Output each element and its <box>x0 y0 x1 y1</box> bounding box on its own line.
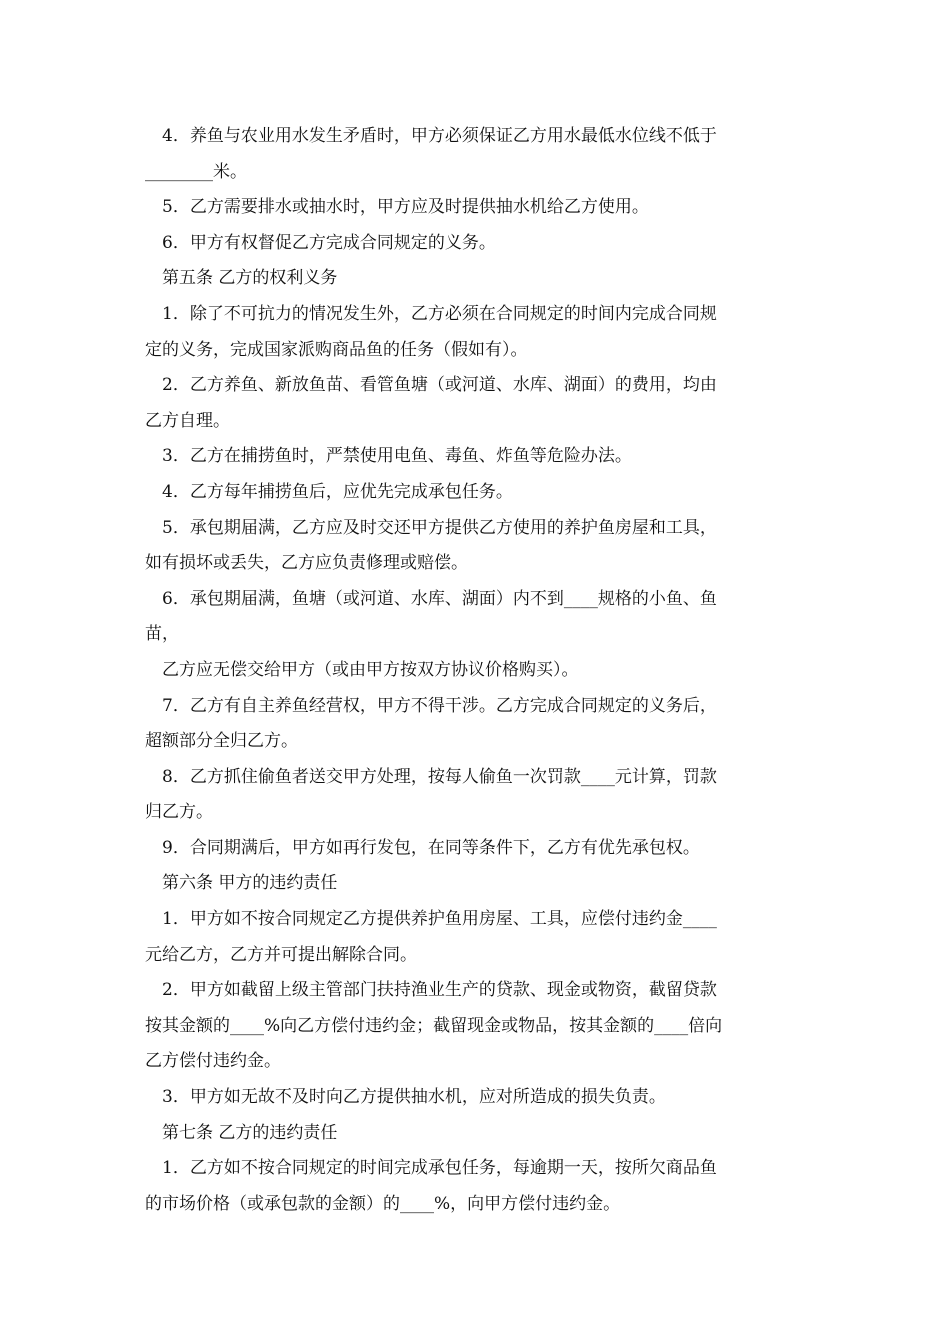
article-heading: 第七条 乙方的违约责任 <box>162 1122 338 1143</box>
text-line: 4．乙方每年捕捞鱼后，应优先完成承包任务。 <box>162 481 513 502</box>
article-heading: 第五条 乙方的权利义务 <box>162 268 338 289</box>
text-line: 苗， <box>145 624 179 645</box>
text-line: 3．甲方如无故不及时向乙方提供抽水机，应对所造成的损失负责。 <box>162 1087 666 1108</box>
text-line: 乙方偿付违约金。 <box>145 1051 281 1072</box>
text-line: 6．甲方有权督促乙方完成合同规定的义务。 <box>162 232 496 253</box>
text-line: 按其金额的____%向乙方偿付违约金；截留现金或物品，按其金额的____倍向 <box>145 1015 723 1036</box>
text-line: 5．承包期届满，乙方应及时交还甲方提供乙方使用的养护鱼房屋和工具， <box>162 517 717 538</box>
text-line: 4．养鱼与农业用水发生矛盾时，甲方必须保证乙方用水最低水位线不低于 <box>162 126 717 146</box>
text-line: 8．乙方抓住偷鱼者送交甲方处理，按每人偷鱼一次罚款____元计算，罚款 <box>162 766 717 787</box>
text-line: 1．甲方如不按合同规定乙方提供养护鱼用房屋、工具，应偿付违约金____ <box>162 909 717 930</box>
text-line: 1．除了不可抗力的情况发生外，乙方必须在合同规定的时间内完成合同规 <box>162 303 717 324</box>
text-line: 6．承包期届满，鱼塘（或河道、水库、湖面）内不到____规格的小鱼、鱼 <box>162 588 717 609</box>
text-line: 9．合同期满后，甲方如再行发包，在同等条件下，乙方有优先承包权。 <box>162 837 700 858</box>
text-line: 的市场价格（或承包款的金额）的____%，向甲方偿付违约金。 <box>145 1193 621 1214</box>
text-line: 超额部分全归乙方。 <box>145 731 298 752</box>
document-page <box>145 119 805 1222</box>
text-line: 归乙方。 <box>145 802 213 823</box>
text-line: 元给乙方，乙方并可提出解除合同。 <box>145 944 417 965</box>
text-line: 5．乙方需要排水或抽水时，甲方应及时提供抽水机给乙方使用。 <box>162 197 649 218</box>
text-line: 乙方自理。 <box>145 410 230 431</box>
text-line: 定的义务，完成国家派购商品鱼的任务（假如有）。 <box>145 339 528 360</box>
text-line: 2．乙方养鱼、新放鱼苗、看管鱼塘（或河道、水库、湖面）的费用，均由 <box>162 375 717 396</box>
text-line: 乙方应无偿交给甲方（或由甲方按双方协议价格购买）。 <box>162 659 579 680</box>
text-line: 7．乙方有自主养鱼经营权，甲方不得干涉。乙方完成合同规定的义务后， <box>162 695 717 716</box>
text-line: 2．甲方如截留上级主管部门扶持渔业生产的贷款、现金或物资，截留贷款 <box>162 980 717 1001</box>
text-line: 1．乙方如不按合同规定的时间完成承包任务，每逾期一天，按所欠商品鱼 <box>162 1158 717 1179</box>
article-heading: 第六条 甲方的违约责任 <box>162 873 338 894</box>
text-line: ________米。 <box>145 161 247 182</box>
text-line: 如有损坏或丢失，乙方应负责修理或赔偿。 <box>145 553 468 574</box>
text-line: 3．乙方在捕捞鱼时，严禁使用电鱼、毒鱼、炸鱼等危险办法。 <box>162 446 632 467</box>
